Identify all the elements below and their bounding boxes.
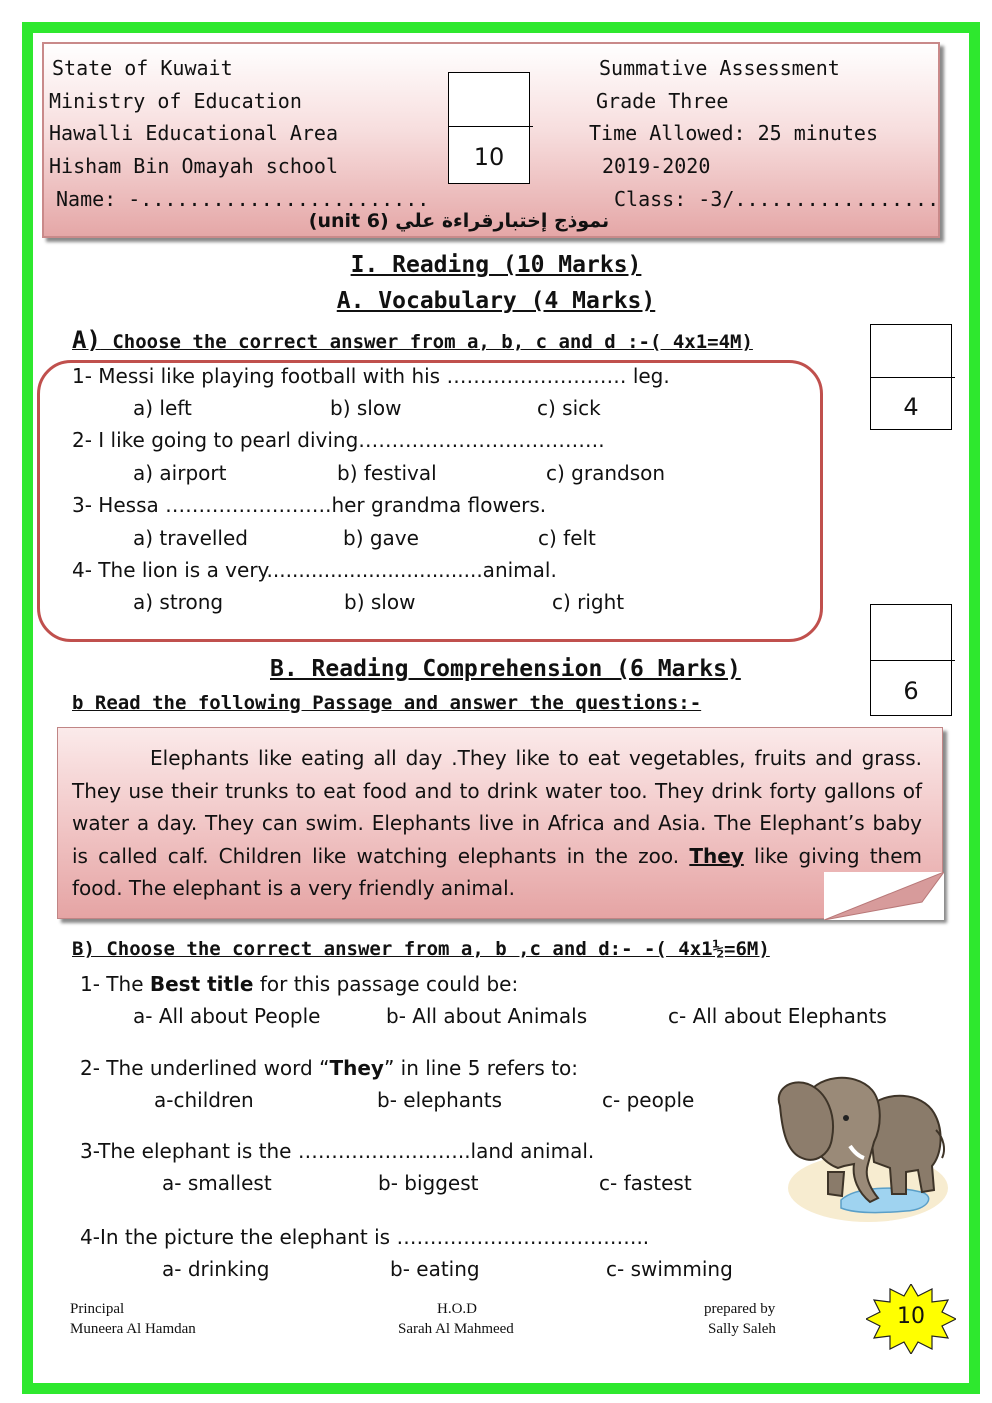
q2-option-a[interactable]: a) airport: [133, 461, 227, 485]
cq2-suffix: ” in line 5 refers to:: [383, 1056, 579, 1080]
cq2-option-b[interactable]: b- elephants: [377, 1088, 502, 1112]
score-divider: [871, 660, 955, 661]
q3-option-a[interactable]: a) travelled: [133, 526, 248, 550]
class-field[interactable]: Class: -3/.................: [614, 187, 940, 211]
prepared-name: Sally Saleh: [708, 1321, 776, 1337]
cq4-option-a[interactable]: a- drinking: [162, 1257, 270, 1281]
principal-title: Principal: [70, 1301, 125, 1317]
elephant-eye: [843, 1115, 849, 1121]
header-area: Hawalli Educational Area: [49, 121, 338, 145]
passage-text: [72, 742, 922, 905]
passage-end: like giving them food. The elephant is a very friendly animal.: [72, 843, 923, 900]
questions-instruction: B) Choose the correct answer from a, b ,c and d:- -( 4x1½=6M): [72, 938, 770, 960]
cq1-bold: Best title: [149, 972, 254, 996]
header-year: 2019-2020: [602, 154, 711, 178]
q1-option-b[interactable]: b) slow: [330, 396, 402, 420]
name-field[interactable]: Name: -........................: [56, 187, 430, 211]
comprehension-score-box: [870, 604, 952, 716]
q1-option-c[interactable]: c) sick: [537, 396, 601, 420]
cq3-option-b[interactable]: b- biggest: [378, 1171, 479, 1195]
vocab-question-2: 2- I like going to pearl diving……………………………….: [72, 428, 605, 452]
principal-name: Muneera Al Hamdan: [70, 1321, 196, 1337]
cq2-prefix: 2- The underlined word “: [80, 1056, 330, 1080]
header-school: Hisham Bin Omayah school: [49, 154, 338, 178]
water-puddle: [841, 1188, 929, 1212]
q2-option-b[interactable]: b) festival: [337, 461, 437, 485]
header-state: State of Kuwait: [52, 56, 233, 80]
elephant-front-leg: [828, 1172, 844, 1196]
vocab-instruction-text: Choose the correct answer from a, b, c and d :-( 4x1=4M): [100, 331, 753, 353]
vocab-instruction: [72, 326, 753, 354]
cq1-prefix: 1- The: [80, 972, 150, 996]
q4-option-c[interactable]: c) right: [552, 590, 625, 614]
header-time: Time Allowed: 25 minutes: [589, 121, 878, 145]
vocab-score: 4: [903, 393, 919, 421]
passage-instruction: b Read the following Passage and answer the questions:-: [72, 692, 702, 714]
cq2-bold: They: [329, 1056, 384, 1080]
vocab-question-4: 4- The lion is a very..................................animal.: [72, 558, 557, 582]
elephant-illustration: [746, 1068, 952, 1226]
score-divider: [449, 126, 533, 127]
q3-option-b[interactable]: b) gave: [343, 526, 419, 550]
passage-underlined-word: They: [689, 843, 744, 868]
reading-title: I. Reading (10 Marks): [350, 252, 642, 278]
cq1-option-b[interactable]: b- All about Animals: [386, 1004, 588, 1028]
q3-option-c[interactable]: c) felt: [538, 526, 596, 550]
vocab-title: A. Vocabulary (4 Marks): [336, 288, 656, 314]
comp-question-3: 3-The elephant is the ……………………..land animal.: [80, 1139, 595, 1163]
vocab-score-box: [870, 324, 952, 430]
prepared-title: prepared by: [704, 1301, 776, 1317]
passage-main: Elephants like eating all day .They like to eat vegetables, fruits and grass. They use their trunks to eat food and to drink water too. They drink forty gallons of water a day. They can swim. Elephants live in Africa and Asia. The Elephant’s baby is called calf. Children like watching elephants in the zoo.: [72, 746, 922, 868]
vocab-instruction-letter: A): [72, 326, 101, 354]
cq4-option-b[interactable]: b- eating: [390, 1257, 480, 1281]
header-grade: Grade Three: [596, 89, 729, 113]
arabic-title: نموذج إختبارقراءة علي (unit 6): [308, 210, 610, 232]
cq1-option-c[interactable]: c- All about Elephants: [668, 1004, 887, 1028]
score-divider: [871, 377, 955, 378]
total-score-box: [448, 72, 530, 184]
passage-box: [57, 727, 943, 919]
header-assessment: Summative Assessment: [599, 56, 840, 80]
comprehension-title: B. Reading Comprehension (6 Marks): [270, 656, 741, 682]
vocab-question-3: 3- Hessa …………………….her grandma flowers.: [72, 493, 547, 517]
q1-option-a[interactable]: a) left: [133, 396, 192, 420]
total-score: 10: [473, 143, 505, 171]
comp-question-2: [80, 1056, 578, 1080]
q2-option-c[interactable]: c) grandson: [546, 461, 666, 485]
cq1-suffix: for this passage could be:: [253, 972, 519, 996]
q4-option-b[interactable]: b) slow: [344, 590, 416, 614]
cq3-option-c[interactable]: c- fastest: [599, 1171, 692, 1195]
cq2-option-c[interactable]: c- people: [602, 1088, 695, 1112]
cq4-option-c[interactable]: c- swimming: [606, 1257, 733, 1281]
hod-name: Sarah Al Mahmeed: [398, 1321, 514, 1337]
page-curl-shape: [824, 872, 944, 920]
cq2-option-a[interactable]: a-children: [154, 1088, 254, 1112]
vocab-question-1: 1- Messi like playing football with his ……………………… leg.: [72, 364, 670, 388]
hod-title: H.O.D: [437, 1301, 477, 1317]
cq1-option-a[interactable]: a- All about People: [133, 1004, 321, 1028]
header-ministry: Ministry of Education: [49, 89, 302, 113]
page-curl: [824, 872, 944, 920]
cq3-option-a[interactable]: a- smallest: [162, 1171, 272, 1195]
comprehension-score: 6: [903, 677, 919, 705]
page-score: 10: [897, 1304, 925, 1329]
comp-question-1: [80, 972, 518, 996]
q4-option-a[interactable]: a) strong: [133, 590, 224, 614]
comp-question-4: 4-In the picture the elephant is ………………………………..: [80, 1225, 650, 1249]
